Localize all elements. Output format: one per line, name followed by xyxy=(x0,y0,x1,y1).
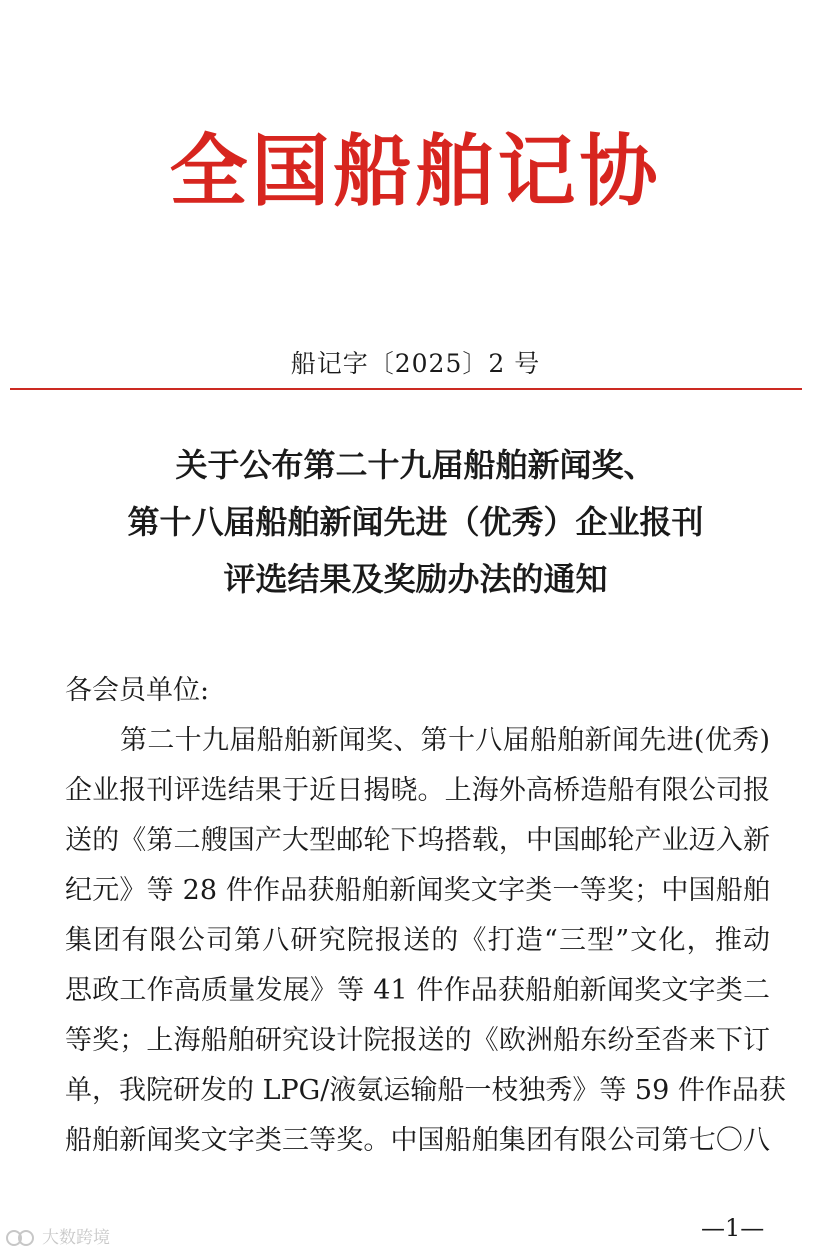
notice-title-line: 第十八届船舶新闻先进（优秀）企业报刊 xyxy=(127,503,704,541)
body-line: 集团有限公司第八研究院报送的《打造“三型”文化，推动 xyxy=(65,925,770,956)
notice-title-line: 关于公布第二十九届船舶新闻奖、 xyxy=(175,446,656,484)
body-line: 思政工作高质量发展》等 41 件作品获船舶新闻奖文字类二 xyxy=(65,975,770,1006)
body-line: 单，我院研发的 LPG/液氨运输船一枝独秀》等 59 件作品获 xyxy=(65,1075,786,1106)
document-number: 船记字〔2025〕2 号 xyxy=(290,349,541,378)
org-title: 全国船舶记协 xyxy=(169,127,662,217)
body-line: 船舶新闻奖文字类三等奖。中国船舶集团有限公司第七〇八 xyxy=(65,1125,770,1156)
kjw-logo-icon xyxy=(6,1227,36,1249)
notice-title-line: 评选结果及奖励办法的通知 xyxy=(223,560,608,598)
body-line: 纪元》等 28 件作品获船舶新闻奖文字类一等奖；中国船舶 xyxy=(65,875,770,906)
body-line: 企业报刊评选结果于近日揭晓。上海外高桥造船有限公司报 xyxy=(65,775,770,806)
salutation: 各会员单位: xyxy=(65,675,210,706)
watermark-text: 大数跨境 xyxy=(42,1228,110,1248)
header-divider xyxy=(10,388,802,390)
watermark xyxy=(6,1227,110,1249)
body-line: 送的《第二艘国产大型邮轮下坞搭载，中国邮轮产业迈入新 xyxy=(65,825,770,856)
body-line: 第二十九届船舶新闻奖、第十八届船舶新闻先进(优秀) xyxy=(120,725,770,756)
notice-title xyxy=(0,437,831,608)
body-line: 等奖；上海船舶研究设计院报送的《欧洲船东纷至沓来下订 xyxy=(65,1025,770,1056)
page-number: —1— xyxy=(701,1214,765,1242)
